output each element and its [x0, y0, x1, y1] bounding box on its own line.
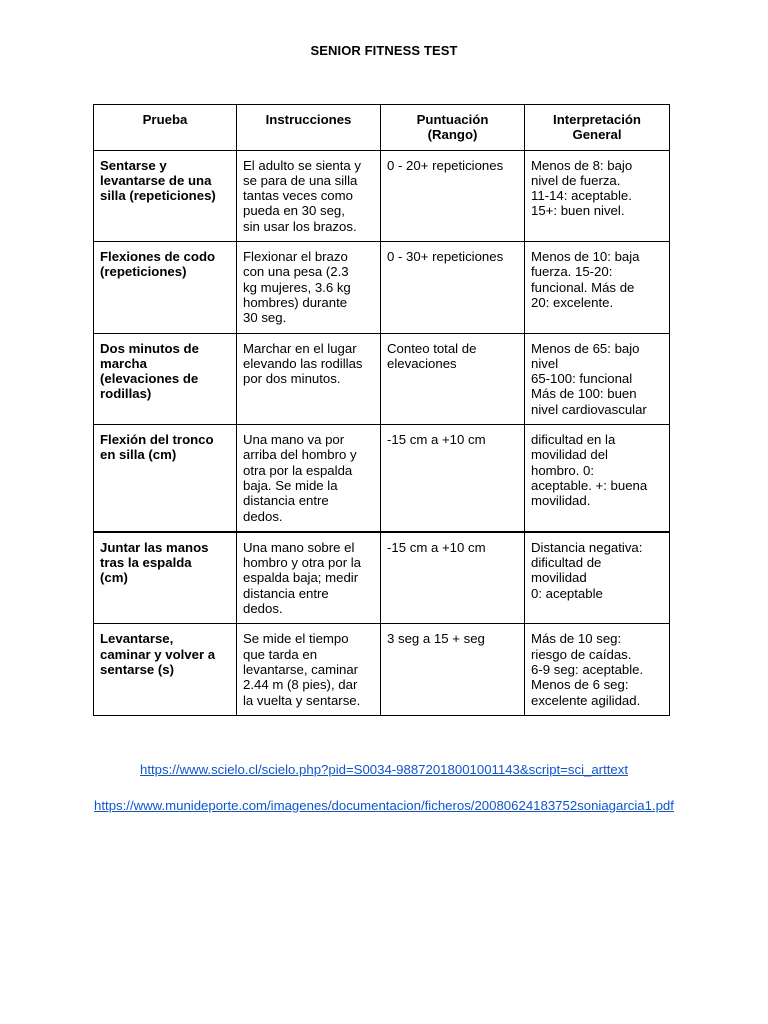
header-line: Prueba	[142, 112, 188, 127]
range-cell	[381, 624, 525, 715]
range-cell	[381, 425, 525, 532]
reference-link-scielo[interactable]: https://www.scielo.cl/scielo.php?pid=S0034-98872018001001143&script=sci_arttext	[139, 762, 628, 777]
cell-line: nivel cardiovascular	[531, 401, 647, 417]
cell-line: Menos de 10: baja	[531, 249, 640, 265]
cell-line: hombres) durante	[243, 294, 348, 310]
cell-line: aceptable. +: buena	[531, 477, 648, 493]
cell-line: sin usar los brazos.	[243, 218, 357, 234]
cell-line: espalda baja; medir	[243, 570, 359, 586]
interpretation-cell	[525, 333, 670, 424]
cell-line: distancia entre	[243, 493, 329, 509]
test-name-cell	[94, 242, 237, 333]
cell-line: 15+: buen nivel.	[531, 203, 625, 219]
cell-line: tras la espalda	[100, 555, 192, 571]
table-header-row	[94, 105, 670, 151]
cell-line: funcional. Más de	[531, 279, 635, 295]
instructions-cell	[237, 150, 381, 241]
reference-link-munideporte[interactable]: https://www.munideporte.com/imagenes/documentacion/ficheros/20080624183752soniagarcia1.pdf	[94, 798, 674, 813]
header-line: General	[572, 127, 622, 143]
header-instrucciones	[237, 105, 381, 151]
table-row	[94, 242, 670, 333]
test-name-cell	[94, 333, 237, 424]
cell-line: 65-100: funcional	[531, 371, 633, 387]
cell-line: hombro y otra por la	[243, 555, 362, 571]
cell-line: Más de 100: buen	[531, 386, 637, 402]
header-line: (Rango)	[427, 127, 478, 143]
cell-line: rodillas)	[100, 386, 152, 402]
cell-line: 11-14: aceptable.	[531, 188, 632, 204]
cell-line: Flexión del tronco	[100, 432, 214, 448]
table-row	[94, 532, 670, 624]
cell-line: movilidad	[531, 570, 587, 586]
cell-line: por dos minutos.	[243, 371, 341, 387]
header-line: Interpretación	[553, 112, 641, 127]
cell-line: El adulto se sienta y	[243, 157, 362, 173]
cell-line: distancia entre	[243, 585, 329, 601]
cell-line: Distancia negativa:	[531, 539, 643, 555]
cell-line: -15 cm a +10 cm	[387, 432, 486, 448]
cell-line: pueda en 30 seg,	[243, 203, 345, 219]
table-row	[94, 333, 670, 424]
cell-line: dificultad en la	[531, 432, 616, 448]
header-line: Puntuación	[416, 112, 489, 127]
cell-line: 0 - 20+ repeticiones	[387, 157, 504, 173]
cell-line: en silla (cm)	[100, 447, 177, 463]
interpretation-cell	[525, 242, 670, 333]
cell-line: Más de 10 seg:	[531, 631, 622, 647]
test-name-cell	[94, 532, 237, 624]
header-prueba	[94, 105, 237, 151]
cell-line: se para de una silla	[243, 172, 358, 188]
cell-line: hombro. 0:	[531, 462, 595, 478]
table-row	[94, 150, 670, 241]
cell-line: Una mano sobre el	[243, 539, 355, 555]
cell-line: (repeticiones)	[100, 264, 187, 280]
cell-line: nivel	[531, 355, 559, 371]
cell-line: Flexiones de codo	[100, 249, 216, 265]
cell-line: Menos de 65: bajo	[531, 340, 640, 356]
cell-line: 6-9 seg: aceptable.	[531, 661, 644, 677]
table-row	[94, 425, 670, 532]
range-cell	[381, 532, 525, 624]
cell-line: tantas veces como	[243, 188, 353, 204]
cell-line: movilidad.	[531, 493, 591, 509]
instructions-cell	[237, 624, 381, 715]
instructions-cell	[237, 532, 381, 624]
range-cell	[381, 242, 525, 333]
cell-line: levantarse de una	[100, 172, 212, 188]
cell-line: 0: aceptable	[531, 585, 603, 601]
test-name-cell	[94, 425, 237, 532]
test-name-cell	[94, 150, 237, 241]
interpretation-cell	[525, 624, 670, 715]
cell-line: Sentarse y	[100, 157, 167, 173]
interpretation-cell	[525, 532, 670, 624]
reference-links	[90, 761, 678, 833]
cell-line: excelente agilidad.	[531, 692, 641, 708]
cell-line: Menos de 6 seg:	[531, 677, 629, 693]
header-line: Instrucciones	[265, 112, 352, 127]
cell-line: Una mano va por	[243, 432, 345, 448]
cell-line: Marchar en el lugar	[243, 340, 357, 356]
cell-line: caminar y volver a	[100, 646, 216, 662]
cell-line: que tarda en	[243, 646, 318, 662]
test-name-cell	[94, 624, 237, 715]
cell-line: riesgo de caídas.	[531, 646, 632, 662]
cell-line: baja. Se mide la	[243, 477, 338, 493]
table-row	[94, 624, 670, 715]
cell-line: dificultad de	[531, 555, 602, 571]
cell-line: Se mide el tiempo	[243, 631, 349, 647]
cell-line: 30 seg.	[243, 310, 287, 326]
instructions-cell	[237, 242, 381, 333]
fitness-test-table	[93, 104, 670, 716]
cell-line: con una pesa (2.3	[243, 264, 349, 280]
cell-line: kg mujeres, 3.6 kg	[243, 279, 351, 295]
cell-line: marcha	[100, 355, 147, 371]
cell-line: dedos.	[243, 508, 283, 524]
cell-line: 2.44 m (8 pies), dar	[243, 677, 358, 693]
cell-line: Juntar las manos	[100, 539, 209, 555]
cell-line: sentarse (s)	[100, 661, 175, 677]
cell-line: 0 - 30+ repeticiones	[387, 249, 504, 265]
cell-line: 3 seg a 15 + seg	[387, 631, 485, 647]
instructions-cell	[237, 333, 381, 424]
cell-line: Menos de 8: bajo	[531, 157, 633, 173]
cell-line: elevando las rodillas	[243, 355, 363, 371]
page-title: SENIOR FITNESS TEST	[310, 43, 458, 58]
cell-line: la vuelta y sentarse.	[243, 692, 361, 708]
cell-line: elevaciones	[387, 355, 457, 371]
cell-line: 20: excelente.	[531, 294, 614, 310]
instructions-cell	[237, 425, 381, 532]
cell-line: (cm)	[100, 570, 128, 586]
cell-line: (elevaciones de	[100, 371, 199, 387]
range-cell	[381, 333, 525, 424]
cell-line: Flexionar el brazo	[243, 249, 348, 265]
interpretation-cell	[525, 150, 670, 241]
cell-line: movilidad del	[531, 447, 608, 463]
header-puntuacion	[381, 105, 525, 151]
range-cell	[381, 150, 525, 241]
cell-line: fuerza. 15-20:	[531, 264, 613, 280]
cell-line: otra por la espalda	[243, 462, 353, 478]
cell-line: Levantarse,	[100, 631, 174, 647]
cell-line: -15 cm a +10 cm	[387, 539, 486, 555]
cell-line: arriba del hombro y	[243, 447, 357, 463]
header-interpretacion	[525, 105, 670, 151]
cell-line: dedos.	[243, 601, 283, 617]
cell-line: Dos minutos de	[100, 340, 199, 356]
interpretation-cell	[525, 425, 670, 532]
cell-line: nivel de fuerza.	[531, 172, 621, 188]
cell-line: silla (repeticiones)	[100, 188, 216, 204]
cell-line: levantarse, caminar	[243, 661, 359, 677]
cell-line: Conteo total de	[387, 340, 477, 356]
